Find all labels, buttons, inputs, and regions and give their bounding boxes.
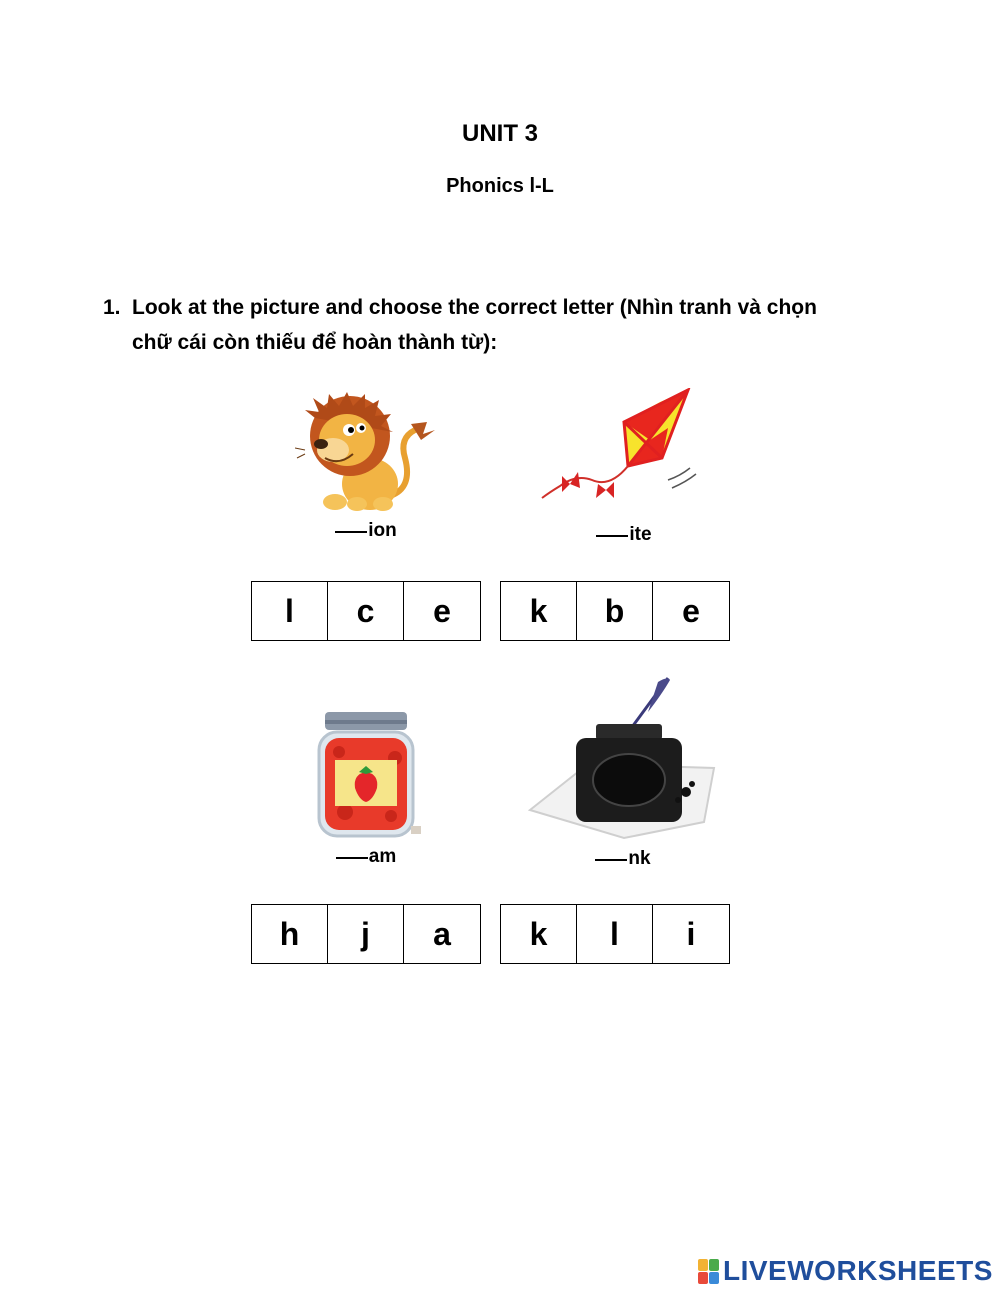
jam-picture: [315, 708, 425, 838]
instruction-line-2: chữ cái còn thiếu để hoàn thành từ):: [132, 331, 498, 354]
logo-text: LIVEWORKSHEETS: [723, 1255, 993, 1286]
word-ink: nk: [563, 848, 683, 870]
word-blank: [335, 531, 367, 533]
ink-picture: [528, 676, 723, 841]
option-box[interactable]: e: [433, 592, 451, 629]
instruction-line-1: Look at the picture and choose the correct letter (Nhìn tranh và chọn: [132, 296, 817, 319]
options-jam: [251, 904, 481, 964]
option-box[interactable]: e: [682, 592, 700, 629]
option-box[interactable]: h: [252, 905, 328, 963]
options-kite: [500, 581, 730, 641]
option-box[interactable]: c: [328, 582, 404, 640]
word-lion: ion: [306, 520, 426, 542]
option-box[interactable]: k: [501, 905, 577, 963]
word-jam: am: [306, 846, 426, 868]
logo-blocks-icon: [698, 1259, 719, 1284]
page-title: UNIT 3: [461, 120, 538, 147]
options-ink: [500, 904, 730, 964]
option-box[interactable]: b: [577, 582, 653, 640]
options-lion: [251, 581, 481, 641]
kite-picture: [540, 388, 705, 513]
option-box[interactable]: i: [686, 915, 696, 952]
option-box[interactable]: a: [433, 915, 451, 952]
liveworksheets-logo: [698, 1255, 993, 1287]
word-blank: [595, 859, 627, 861]
page-subtitle: Phonics l-L: [446, 175, 554, 197]
instruction-number: 1.: [103, 296, 121, 319]
option-box[interactable]: j: [328, 905, 404, 963]
word-kite: ite: [564, 524, 684, 546]
word-blank: [596, 535, 628, 537]
option-box[interactable]: l: [577, 905, 653, 963]
word-blank: [336, 857, 368, 859]
lion-picture: [295, 388, 440, 516]
option-box[interactable]: k: [501, 582, 577, 640]
option-box[interactable]: l: [252, 582, 328, 640]
instruction: [103, 290, 903, 360]
